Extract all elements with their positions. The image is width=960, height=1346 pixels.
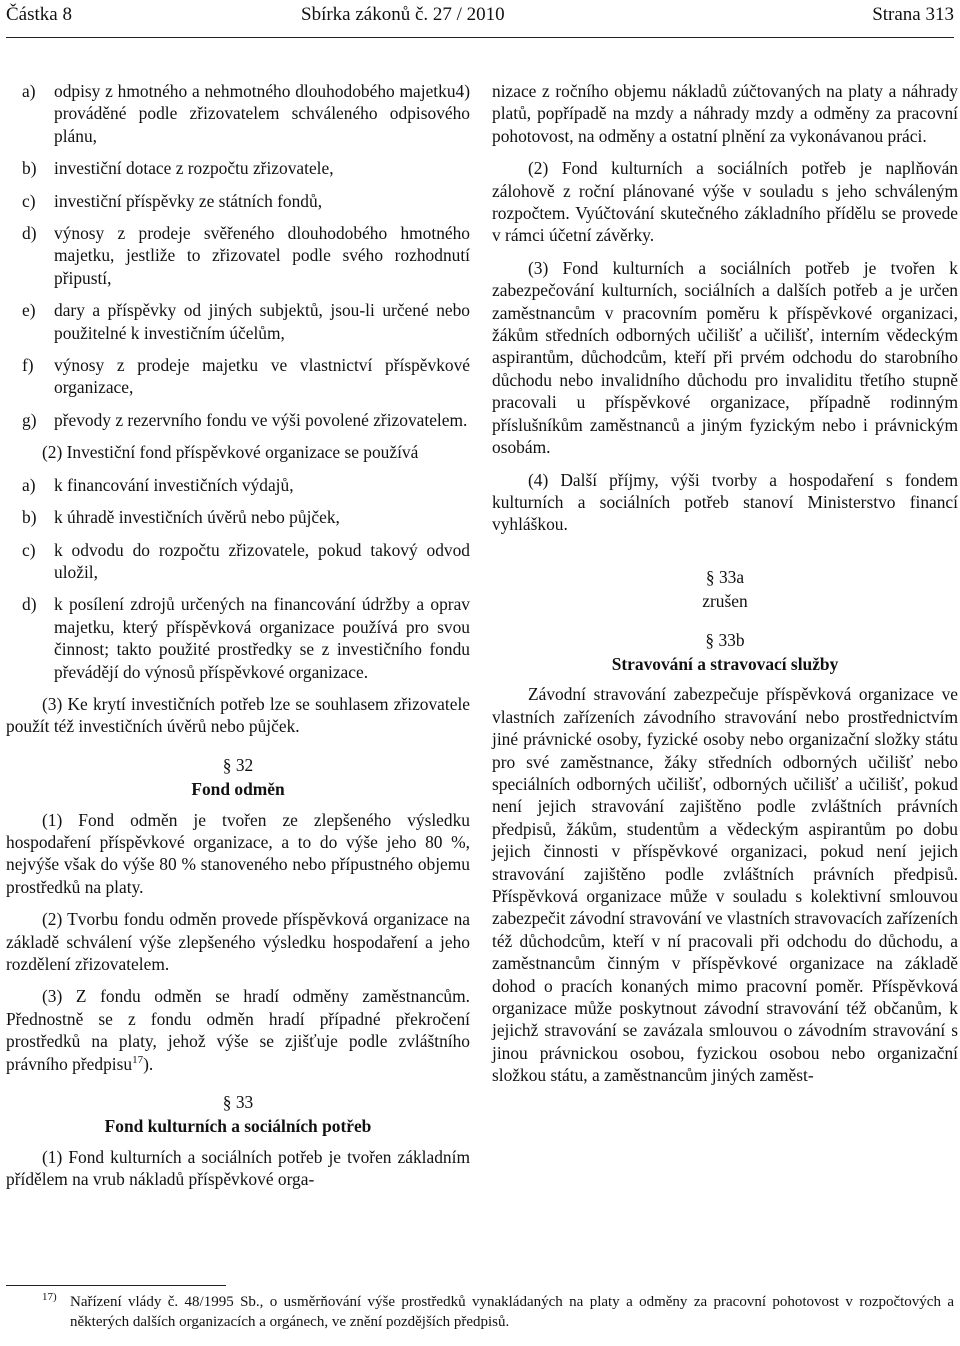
header-page-number: Strana 313: [872, 4, 954, 25]
list-item-text: převody z rezervního fondu ve výši povolené zřizovatelem.: [54, 409, 468, 430]
list-item-text: dary a příspěvky od jiných subjektů, jsou-li určené nebo použitelné k investičním účelům,: [54, 300, 470, 343]
list-item-text: odpisy z hmotného a nehmotného dlouhodobého majetku4) prováděné podle zřizovatelem schváleného odpisového plánu,: [54, 81, 470, 146]
section-number: § 33: [222, 1092, 254, 1113]
list-item: b) k úhradě investičních úvěrů nebo půjček,: [6, 506, 470, 528]
list-item-text: investiční příspěvky ze státních fondů,: [54, 190, 323, 211]
footnote-rule: [6, 1285, 226, 1286]
header-collection: Sbírka zákonů č. 27 / 2010: [301, 4, 505, 25]
list-item: b) investiční dotace z rozpočtu zřizovatele,: [6, 157, 470, 179]
list-item-text: k úhradě investičních úvěrů nebo půjček,: [54, 507, 340, 528]
paragraph: (1) Fond kulturních a sociálních potřeb je tvořen základním přídělem na vrub nákladů příspěvkové orga-: [6, 1146, 470, 1190]
footnote-text: Nařízení vlády č. 48/1995 Sb., o usměrňování výše prostředků vynakládaných na platy a odměny za pracovní pohotovost v rozpočtových a některých dalších organizacích a orgánech, ve znění pozdějších předpisů.: [70, 1294, 954, 1330]
footnote-reference[interactable]: 17: [132, 1053, 144, 1066]
section-number: § 33a: [705, 566, 745, 587]
footnote: [6, 1292, 954, 1332]
paragraph: (2) Investiční fond příspěvkové organizace se používá: [42, 442, 419, 463]
list-item: g) převody z rezervního fondu ve výši povolené zřizovatelem.: [6, 409, 470, 431]
list-item: c) investiční příspěvky ze státních fondů,: [6, 190, 470, 212]
section-title: Fond odměn: [191, 779, 285, 800]
list-item-text: výnosy z prodeje majetku ve vlastnictví příspěvkové organizace,: [54, 355, 470, 398]
paragraph: (3) Fond kulturních a sociálních potřeb je tvořen k zabezpečování kulturních, sociálních a dalších potřeb a je určen zaměstnancům v pracovním poměru k příspěvkové organizaci, žákům středních odborných učilišť a učilišť, interním vědeckým aspirantům, důchodcům, kteří při prvém odchodu do starobního důchodu nebo invalidního důchodu pro invaliditu třetího stupně pracovali u příspěvkové organizace, případně rodinným příslušníkům zaměstnanců a jiným fyzickým nebo i právnickým osobám.: [492, 257, 958, 458]
paragraph: (4) Další příjmy, výši tvorby a hospodaření s fondem kulturních a sociálních potřeb stanoví Ministerstvo financí vyhláškou.: [492, 469, 958, 535]
list-item: e) dary a příspěvky od jiných subjektů, jsou-li určené nebo použitelné k investičním účelům,: [22, 300, 470, 343]
section-title: Stravování a stravovací služby: [611, 653, 839, 674]
section-status: zrušen: [702, 591, 748, 612]
paragraph: nizace z ročního objemu nákladů zúčtovaných na platy a náhrady platů, popřípadě na mzdy a náhrady mzdy a odměny za pracovní pohotovost, na odměny a ostatní plnění za vykonávanou práci.: [492, 81, 958, 146]
list-item: a) odpisy z hmotného a nehmotného dlouhodobého majetku4) prováděné podle zřizovatelem schváleného odpisového plánu,: [22, 81, 470, 146]
page-header: [6, 4, 954, 34]
paragraph: (1) Fond odměn je tvořen ze zlepšeného výsledku hospodaření příspěvkové organizace, a to do výše jeho 80 %, nejvýše však do výše 80 % stanoveného nebo přípustného objemu prostředků na platy.: [6, 809, 470, 897]
list-item-text: k financování investičních výdajů,: [54, 474, 294, 495]
list-item-text: výnosy z prodeje svěřeného dlouhodobého hmotného majetku, jestliže to zřizovatel podle svého rozhodnutí připustí,: [54, 223, 470, 288]
list-item: f) výnosy z prodeje majetku ve vlastnictví příspěvkové organizace,: [22, 355, 470, 398]
section-number: § 32: [222, 754, 254, 775]
paragraph: (2) Tvorbu fondu odměn provede příspěvková organizace na základě schválení výše zlepšeného výsledku hospodaření a jeho rozdělení zřizovatelem.: [6, 909, 470, 974]
section-number: § 33b: [705, 629, 745, 650]
paragraph: (3) Ke krytí investičních potřeb lze se souhlasem zřizovatele použít též investičních úvěrů nebo půjček.: [6, 693, 470, 737]
right-column: [492, 80, 958, 1097]
list-item: a) k financování investičních výdajů,: [6, 474, 470, 496]
header-part: Částka 8: [6, 4, 72, 25]
list-item-text: k odvodu do rozpočtu zřizovatele, pokud takový odvod uložil,: [54, 539, 470, 582]
list-item: c) k odvodu do rozpočtu zřizovatele, pokud takový odvod uložil,: [22, 539, 470, 582]
paragraph: (2) Fond kulturních a sociálních potřeb je naplňován zálohově z roční plánované výše v souladu s jeho schváleným rozpočtem. Vyúčtování skutečného základního přídělu se provede v rámci účetní závěrky.: [492, 158, 958, 246]
header-rule: [6, 37, 954, 38]
footnote-mark: 17): [42, 1291, 57, 1303]
list-item: d) výnosy z prodeje svěřeného dlouhodobého hmotného majetku, jestliže to zřizovatel podle svého rozhodnutí připustí,: [22, 223, 470, 288]
list-item-text: investiční dotace z rozpočtu zřizovatele,: [54, 158, 334, 179]
paragraph: Závodní stravování zabezpečuje příspěvková organizace ve vlastních zařízeních závodního stravování nebo prostřednictvím jiné právnické osoby, fyzické osoby nebo organizační složky státu pro své zaměstnance, žáky středních odborných učilišť nebo speciálních odborných učilišť, odborných učilišť a učilišť, pokud není jejich stravování zajištěno podle zvláštních právních předpisů, žákům, studentům a vědeckým aspirantům po dobu jejich činnosti v příspěvkové organizaci, pokud není jejich stravování zajištěno podle zvláštních právních předpisů. Příspěvková organizace může v souladu s kolektivní smlouvou zabezpečit závodní stravování ve vlastních stravovacích zařízeních též důchodcům, kteří v ní pracovali při odchodu do důchodu, a zaměstnancům činným v příspěvkové organizace na základě dohod o pracích konaných mimo pracovní poměr. Příspěvková organizace může poskytnout závodní stravování též občanům, k jejichž stravování se zavázala smlouvou o závodním stravování s jinou právnickou osobou, fyzickou osobou nebo organizační složkou státu, a zaměstnancům jiných zaměst-: [492, 684, 958, 1086]
left-column: [6, 80, 470, 1201]
list-item: d) k posílení zdrojů určených na financování údržby a oprav majetku, který příspěvková organizace používá pro svou činnost; takto použité prostředky se z investičního fondu převádějí do výnosů příspěvkové organizace.: [22, 594, 470, 682]
section-title: Fond kulturních a sociálních potřeb: [104, 1116, 372, 1137]
paragraph: (3) Z fondu odměn se hradí odměny zaměstnancům. Přednostně se z fondu odměn hradí případné překročení prostředků na platy, jehož výše se zjišťuje podle zvláštního právního předpisu$^{17}$).: [6, 986, 470, 1074]
list-item-text: k posílení zdrojů určených na financování údržby a oprav majetku, který příspěvková organizace používá pro svou činnost; takto použité prostředky se z investičního fondu převádějí do výnosů příspěvkové organizace.: [54, 594, 470, 682]
